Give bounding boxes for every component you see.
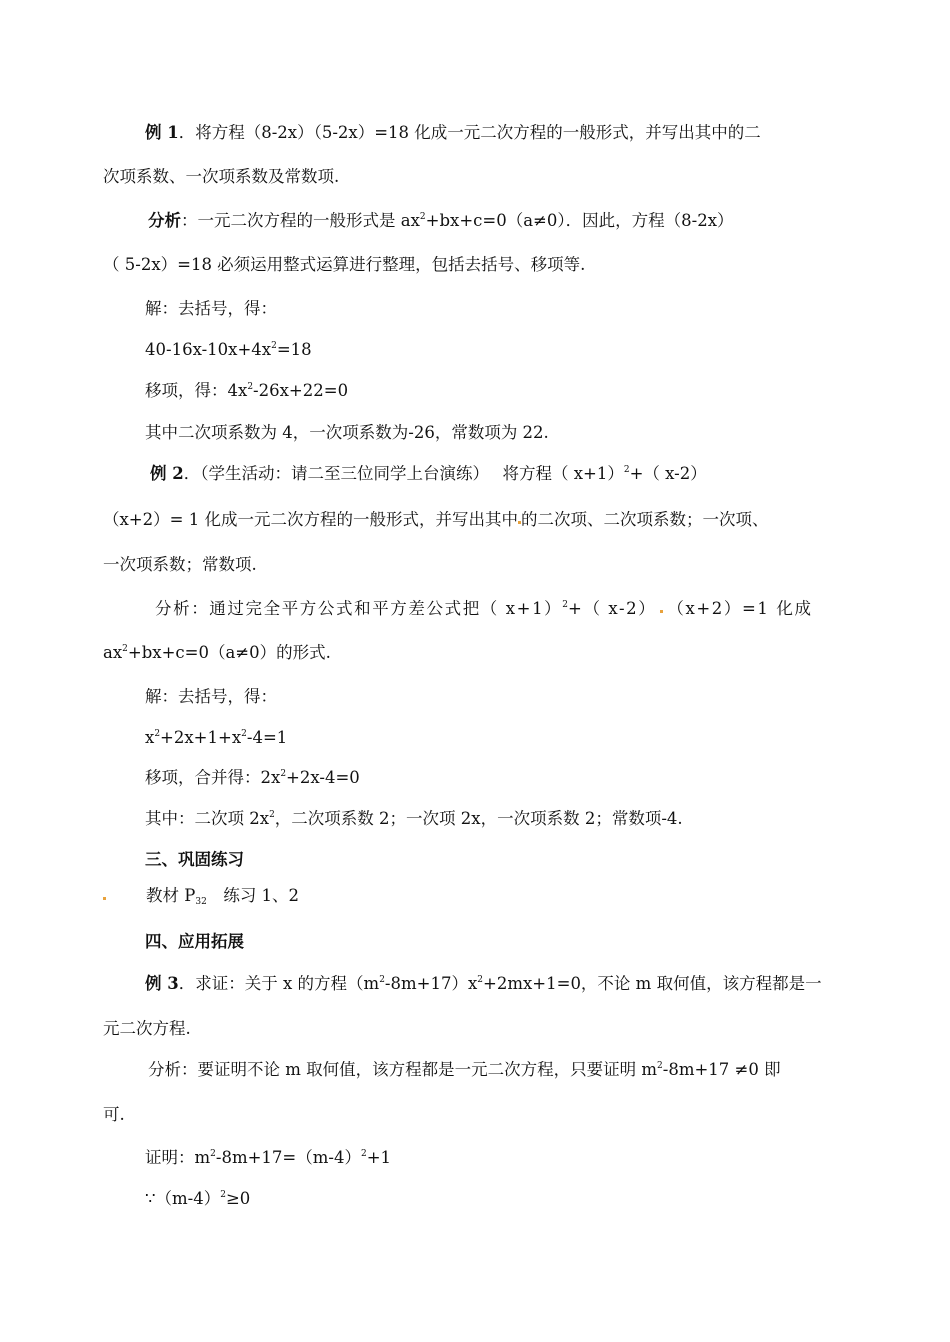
- example-1-analysis-line-2: （ 5-2x）=18 必须运用整式运算进行整理，包括去括号、移项等.: [103, 255, 586, 274]
- example-2-solution-line-1: 解：去括号，得：: [145, 687, 277, 706]
- example-3-proof-line-2: $\because(m-4)^2\ge 0$: [145, 1189, 251, 1208]
- example-3-analysis-line-2: 可.: [103, 1105, 125, 1124]
- example-2-line-2: （x+2）= 1 化成一元二次方程的一般形式，并写出其中 的二次项、二次项系数；一次项、: [103, 510, 769, 529]
- section-3-heading: 三、巩固练习: [145, 850, 244, 869]
- example-3-line-2: 元二次方程.: [103, 1019, 191, 1038]
- example-3-line-1: 例 3．求证：关于 x 的方程$(m^2-8m+17)x^2+2mx+1=0$，不论 m 取何值，该方程都是一: [145, 974, 822, 993]
- example-3-proof-line-1: 证明：$m^2-8m+17=(m-4)^2+1$: [145, 1148, 392, 1167]
- example-1-line-2: 次项系数、一次项系数及常数项.: [103, 167, 340, 186]
- example-1-solution-line-2: $40-16x-10x+4x^2=18$: [145, 340, 312, 359]
- example-1-analysis-line-1: 分析：一元二次方程的一般形式是 $ax^2+bx+c=0(a\ne 0)$．因此，方程（8-2x）: [148, 211, 734, 230]
- example-2-line-1: 例 2．（学生活动：请二至三位同学上台演练） 将方程（ x+1）$^2$+（ x-2）: [150, 464, 707, 483]
- section-4-heading: 四、应用拓展: [145, 932, 244, 951]
- example-2-analysis-line-2: $ax^2+bx+c=0(a\ne 0)$的形式.: [103, 643, 331, 662]
- example-1-label: 例 1: [145, 123, 179, 142]
- section-3-textbook-line: 教材 $P_{32}$ 练习 1、2: [103, 884, 299, 908]
- example-2-label: 例 2: [150, 464, 184, 483]
- example-2-solution-line-3: 移项，合并得：$2x^2+2x-4=0$: [145, 768, 360, 787]
- example-1-solution-line-1: 解：去括号，得：: [145, 299, 277, 318]
- example-3-analysis-line-1: 分析：要证明不论 m 取何值，该方程都是一元二次方程，只要证明 $m^2-8m+17 \ne 0$ 即: [148, 1060, 781, 1079]
- example-2-solution-line-2: $x^2+2x+1+x^2-4=1$: [145, 728, 288, 747]
- example-1-solution-line-4: 其中二次项系数为 4，一次项系数为-26，常数项为 22.: [145, 423, 549, 442]
- orange-dot-marker: [660, 610, 663, 613]
- orange-dot-marker: [103, 897, 106, 900]
- example-2-solution-line-4: 其中：二次项 $2x^2$，二次项系数 2；一次项 2x，一次项系数 2；常数项-4.: [145, 809, 683, 828]
- example-2-line-3: 一次项系数；常数项.: [103, 555, 257, 574]
- example-1-solution-line-3: 移项，得：$4x^2-26x+22=0$: [145, 381, 349, 400]
- example-3-label: 例 3: [145, 974, 179, 993]
- example-2-analysis-line-1: 分析：通过完全平方公式和平方差公式把（ x+1）$^2$+（ x-2） （x+2）=1 化成: [155, 599, 813, 618]
- example-1-line-1: 例 1．将方程（8-2x）（5-2x）=18 化成一元二次方程的一般形式，并写出其中的二: [145, 123, 761, 142]
